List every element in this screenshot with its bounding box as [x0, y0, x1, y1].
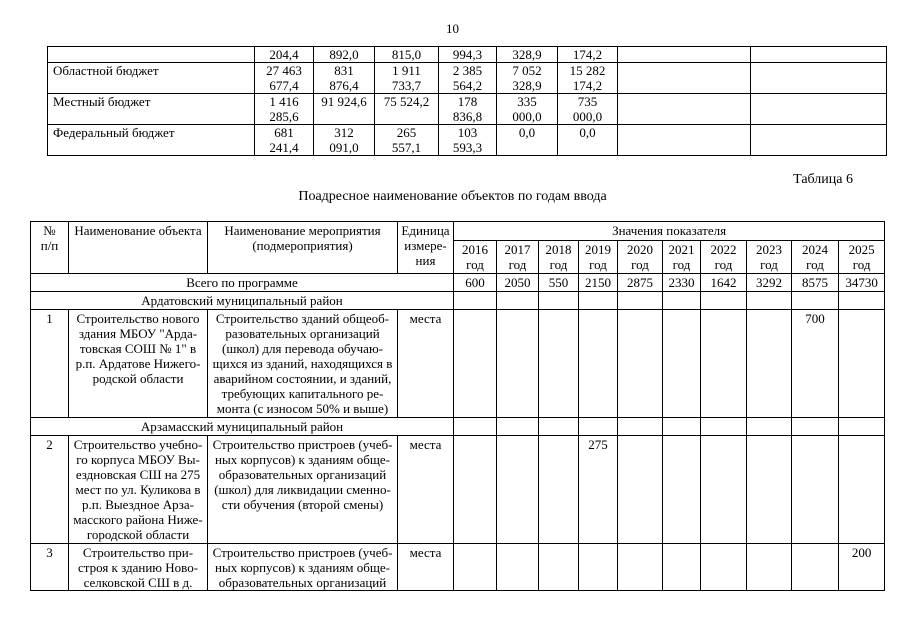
table-caption: Таблица 6	[793, 172, 853, 187]
object-value: 200	[839, 544, 885, 591]
budget-value	[618, 94, 751, 125]
value-cell	[497, 310, 539, 418]
value-cell	[579, 292, 618, 310]
value-cell	[792, 544, 839, 591]
total-value: 2875	[618, 274, 663, 292]
value-cell	[539, 544, 579, 591]
object-num: 1	[31, 310, 69, 418]
budget-value	[751, 94, 887, 125]
value-cell	[454, 544, 497, 591]
budget-value: 174,2	[558, 47, 618, 63]
district-name: Арзамасский муниципальный район	[31, 418, 454, 436]
budget-value	[751, 47, 887, 63]
header-row	[31, 222, 885, 241]
header-object-name: Наименование объекта	[69, 222, 208, 274]
budget-table	[47, 46, 887, 156]
table-title: Поадресное наименование объектов по годам ввода	[298, 189, 607, 204]
total-row	[31, 274, 885, 292]
value-cell	[701, 310, 747, 418]
total-value: 34730	[839, 274, 885, 292]
object-event: Строительство зданий общеоб- разовательных организаций (школ) для перевода обучаю- щихся из зданий, находящихся в аварийном состоянии, и зданий, требующих капитального ре- монта (с износом 50% и выше)	[208, 310, 398, 418]
budget-value: 265 557,1	[375, 125, 439, 156]
budget-value: 1 911 733,7	[375, 63, 439, 94]
page-number: 10	[446, 21, 459, 36]
value-cell	[701, 418, 747, 436]
budget-value: 178 836,8	[439, 94, 497, 125]
value-cell	[618, 310, 663, 418]
object-row	[31, 310, 885, 418]
value-cell	[497, 544, 539, 591]
header-year: 2016 год	[454, 241, 497, 274]
district-name: Ардатовский муниципальный район	[31, 292, 454, 310]
budget-value: 815,0	[375, 47, 439, 63]
total-value: 3292	[747, 274, 792, 292]
value-cell	[792, 418, 839, 436]
budget-value: 892,0	[314, 47, 375, 63]
object-num: 3	[31, 544, 69, 591]
budget-value: 15 282 174,2	[558, 63, 618, 94]
budget-value: 994,3	[439, 47, 497, 63]
budget-value: 0,0	[497, 125, 558, 156]
object-unit: места	[398, 544, 454, 591]
header-event-name: Наименование мероприятия (подмероприятия)	[208, 222, 398, 274]
total-value: 8575	[792, 274, 839, 292]
budget-row-label: Местный бюджет	[48, 94, 255, 125]
value-cell	[497, 436, 539, 544]
value-cell	[579, 418, 618, 436]
value-cell	[539, 292, 579, 310]
header-year: 2019 год	[579, 241, 618, 274]
object-value: 275	[579, 436, 618, 544]
header-unit: Единица измере- ния	[398, 222, 454, 274]
budget-value: 7 052 328,9	[497, 63, 558, 94]
value-cell	[839, 418, 885, 436]
object-row	[31, 544, 885, 591]
budget-value: 335 000,0	[497, 94, 558, 125]
object-event: Строительство пристроев (учеб- ных корпусов) к зданиям обще- образовательных организаций (школ) для ликвидации сменно- сти обучения (второй смены)	[208, 436, 398, 544]
object-unit: места	[398, 310, 454, 418]
value-cell	[701, 544, 747, 591]
value-cell	[618, 544, 663, 591]
total-value: 1642	[701, 274, 747, 292]
budget-row	[48, 94, 887, 125]
object-value: 700	[792, 310, 839, 418]
value-cell	[747, 418, 792, 436]
budget-value	[618, 125, 751, 156]
value-cell	[792, 436, 839, 544]
budget-value: 328,9	[497, 47, 558, 63]
object-name: Строительство учебно- го корпуса МБОУ Вы- ездновская СШ на 275 мест по ул. Куликова в р.п. Выездное Арза- масского района Ниже- городской области	[69, 436, 208, 544]
value-cell	[579, 310, 618, 418]
header-year: 2018 год	[539, 241, 579, 274]
object-name: Строительство нового здания МБОУ "Арда- товская СОШ № 1" в р.п. Ардатове Нижего- родской области	[69, 310, 208, 418]
budget-value: 2 385 564,2	[439, 63, 497, 94]
value-cell	[497, 418, 539, 436]
budget-value: 27 463 677,4	[255, 63, 314, 94]
value-cell	[663, 544, 701, 591]
value-cell	[839, 310, 885, 418]
value-cell	[454, 292, 497, 310]
budget-row-label: Федеральный бюджет	[48, 125, 255, 156]
value-cell	[747, 292, 792, 310]
value-cell	[497, 292, 539, 310]
budget-value: 1 416 285,6	[255, 94, 314, 125]
value-cell	[663, 436, 701, 544]
value-cell	[839, 436, 885, 544]
object-name: Строительство при- строя к зданию Ново- селковской СШ в д.	[69, 544, 208, 591]
value-cell	[618, 418, 663, 436]
value-cell	[663, 292, 701, 310]
total-value: 2330	[663, 274, 701, 292]
budget-value: 204,4	[255, 47, 314, 63]
budget-value: 312 091,0	[314, 125, 375, 156]
value-cell	[747, 310, 792, 418]
budget-value: 91 924,6	[314, 94, 375, 125]
value-cell	[618, 436, 663, 544]
value-cell	[454, 436, 497, 544]
object-event: Строительство пристроев (учеб- ных корпусов) к зданиям обще- образовательных организаций	[208, 544, 398, 591]
value-cell	[839, 292, 885, 310]
object-unit: места	[398, 436, 454, 544]
header-year: 2023 год	[747, 241, 792, 274]
value-cell	[539, 310, 579, 418]
value-cell	[701, 436, 747, 544]
budget-value: 831 876,4	[314, 63, 375, 94]
budget-value	[618, 47, 751, 63]
value-cell	[663, 310, 701, 418]
value-cell	[792, 292, 839, 310]
budget-row	[48, 47, 887, 63]
value-cell	[539, 418, 579, 436]
budget-value	[618, 63, 751, 94]
budget-value: 681 241,4	[255, 125, 314, 156]
header-year: 2024 год	[792, 241, 839, 274]
value-cell	[747, 436, 792, 544]
object-row	[31, 436, 885, 544]
header-year: 2021 год	[663, 241, 701, 274]
total-value: 2050	[497, 274, 539, 292]
budget-value: 0,0	[558, 125, 618, 156]
total-label: Всего по программе	[31, 274, 454, 292]
budget-value: 75 524,2	[375, 94, 439, 125]
total-value: 550	[539, 274, 579, 292]
value-cell	[747, 544, 792, 591]
budget-value	[751, 125, 887, 156]
value-cell	[539, 436, 579, 544]
header-year: 2025 год	[839, 241, 885, 274]
header-values: Значения показателя	[454, 222, 885, 241]
value-cell	[618, 292, 663, 310]
header-year: 2017 год	[497, 241, 539, 274]
budget-row-label: Областной бюджет	[48, 63, 255, 94]
budget-row	[48, 63, 887, 94]
budget-row-label	[48, 47, 255, 63]
district-row	[31, 418, 885, 436]
header-year: 2022 год	[701, 241, 747, 274]
budget-value	[751, 63, 887, 94]
object-num: 2	[31, 436, 69, 544]
district-row	[31, 292, 885, 310]
budget-value: 735 000,0	[558, 94, 618, 125]
total-value: 600	[454, 274, 497, 292]
budget-value: 103 593,3	[439, 125, 497, 156]
value-cell	[701, 292, 747, 310]
budget-row	[48, 125, 887, 156]
header-year: 2020 год	[618, 241, 663, 274]
header-num: № п/п	[31, 222, 69, 274]
value-cell	[454, 310, 497, 418]
objects-table	[30, 221, 885, 591]
total-value: 2150	[579, 274, 618, 292]
value-cell	[663, 418, 701, 436]
value-cell	[454, 418, 497, 436]
value-cell	[579, 544, 618, 591]
